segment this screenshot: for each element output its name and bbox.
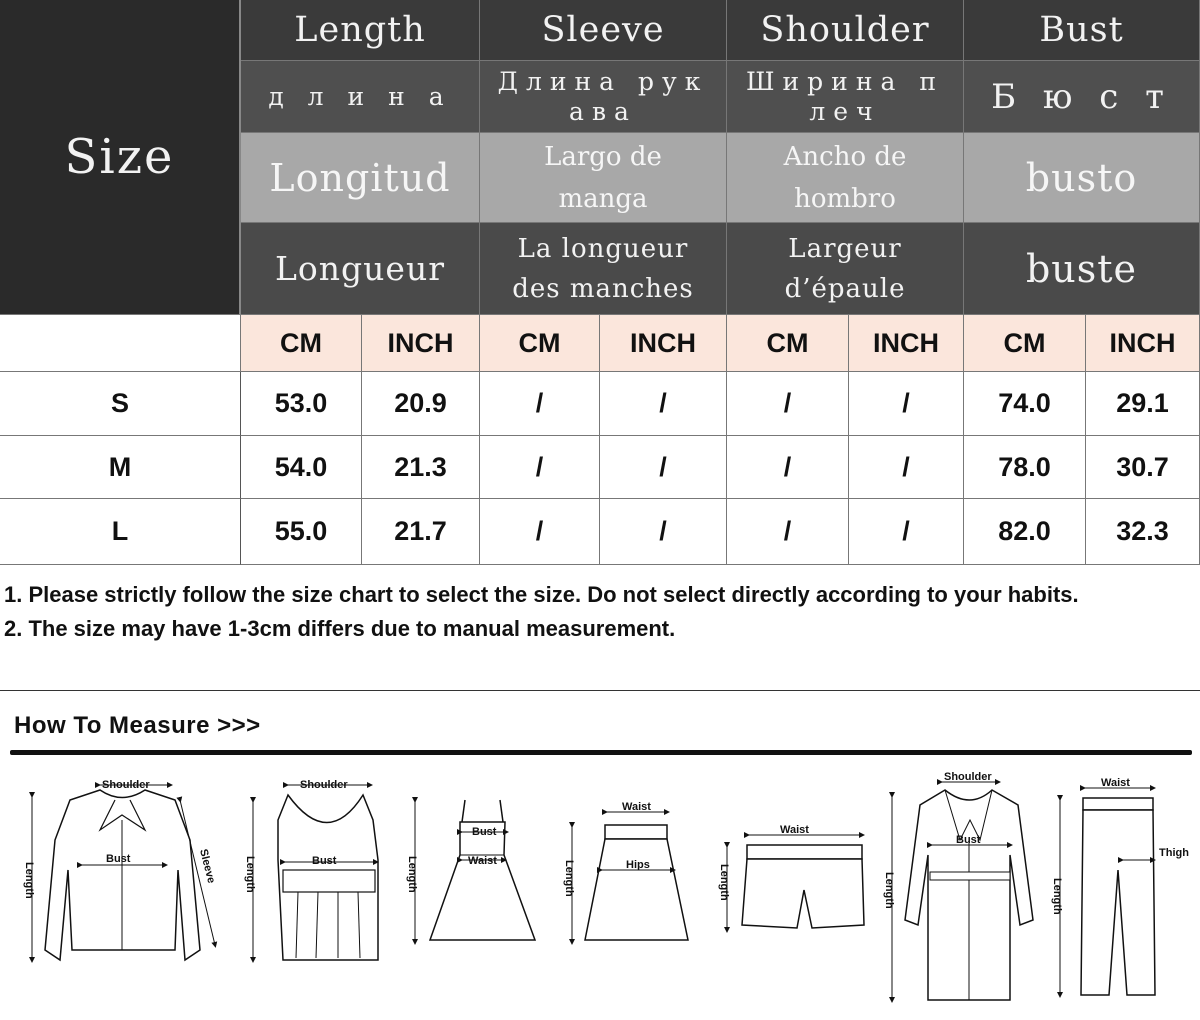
table-cell: 29.1 [1086, 372, 1200, 436]
table-cell: 20.9 [362, 372, 480, 436]
unit-sleeve-cm: CM [480, 315, 600, 372]
table-cell: 82.0 [964, 499, 1086, 565]
length-label: Length [23, 862, 35, 899]
header-sleeve-ru: Длина рук ава [480, 61, 727, 133]
table-cell: 30.7 [1086, 436, 1200, 499]
table-cell: 21.7 [362, 499, 480, 565]
table-cell: / [600, 372, 727, 436]
size-label-m: M [0, 436, 241, 499]
header-bust-es: busto [964, 133, 1200, 223]
table-cell: 54.0 [241, 436, 362, 499]
section-divider [0, 690, 1200, 691]
unit-row-spacer [0, 315, 241, 372]
how-to-measure-title: How To Measure >>> [14, 712, 261, 739]
shoulder-label: Shoulder [300, 779, 348, 791]
shoulder-label: Shoulder [102, 779, 150, 791]
table-cell: 53.0 [241, 372, 362, 436]
top-measure-sketch [238, 760, 388, 1015]
header-length-es: Longitud [241, 133, 480, 223]
bust-label: Bust [106, 853, 131, 865]
unit-sleeve-inch: INCH [600, 315, 727, 372]
thigh-label: Thigh [1159, 847, 1189, 859]
header-sleeve-fr: La longueur des manches [480, 223, 727, 315]
coat-measure-sketch [880, 760, 1040, 1015]
shoulder-label: Shoulder [944, 771, 992, 783]
header-sleeve-en: Sleeve [480, 0, 727, 61]
table-cell: 21.3 [362, 436, 480, 499]
unit-length-inch: INCH [362, 315, 480, 372]
hips-label: Hips [626, 859, 650, 871]
header-length-en: Length [241, 0, 480, 61]
blouse-measure-sketch [10, 760, 230, 1015]
header-bust-en: Bust [964, 0, 1200, 61]
header-length-fr: Longueur [241, 223, 480, 315]
unit-bust-inch: INCH [1086, 315, 1200, 372]
size-label-s: S [0, 372, 241, 436]
header-shoulder-es: Ancho de hombro [727, 133, 964, 223]
pants-measure-sketch [1045, 760, 1195, 1015]
header-length-ru: д л и н а [241, 61, 480, 133]
table-cell: / [600, 499, 727, 565]
unit-shoulder-cm: CM [727, 315, 849, 372]
bust-label: Bust [312, 855, 337, 867]
table-cell: / [600, 436, 727, 499]
table-cell: 78.0 [964, 436, 1086, 499]
table-cell: / [849, 499, 964, 565]
bust-label: Bust [472, 826, 497, 838]
header-bust-ru: Б ю с т [964, 61, 1200, 133]
header-shoulder-ru: Ширина п леч [727, 61, 964, 133]
header-shoulder-fr: Largeur d’épaule [727, 223, 964, 315]
unit-length-cm: CM [241, 315, 362, 372]
length-label: Length [1051, 878, 1063, 915]
header-sleeve-es: Largo de manga [480, 133, 727, 223]
waist-label: Waist [780, 824, 809, 836]
length-label: Length [718, 864, 730, 901]
table-cell: 74.0 [964, 372, 1086, 436]
table-cell: / [727, 372, 849, 436]
sleeve-label: Sleeve [197, 847, 218, 885]
length-label: Length [244, 856, 256, 893]
size-label-l: L [0, 499, 241, 565]
skirt-measure-sketch [560, 760, 700, 1015]
unit-bust-cm: CM [964, 315, 1086, 372]
bust-label: Bust [956, 834, 981, 846]
size-column-header: Size [0, 0, 241, 315]
length-label: Length [883, 872, 895, 909]
note-1: 1. Please strictly follow the size chart to select the size. Do not select directly according to your habits. [4, 582, 1079, 607]
table-cell: / [727, 499, 849, 565]
header-shoulder-en: Shoulder [727, 0, 964, 61]
dress-measure-sketch [400, 760, 550, 1015]
shorts-measure-sketch [712, 760, 872, 1015]
table-cell: / [480, 499, 600, 565]
note-2: 2. The size may have 1-3cm differs due to manual measurement. [4, 616, 676, 641]
waist-label: Waist [1101, 777, 1130, 789]
table-cell: / [727, 436, 849, 499]
table-cell: / [480, 372, 600, 436]
table-cell: 32.3 [1086, 499, 1200, 565]
size-notes [4, 578, 1194, 646]
table-cell: / [849, 436, 964, 499]
header-bust-fr: buste [964, 223, 1200, 315]
table-cell: 55.0 [241, 499, 362, 565]
length-label: Length [406, 856, 418, 893]
table-cell: / [480, 436, 600, 499]
table-cell: / [849, 372, 964, 436]
waist-label: Waist [622, 801, 651, 813]
unit-shoulder-inch: INCH [849, 315, 964, 372]
length-label: Length [563, 860, 575, 897]
how-to-measure-underline [10, 750, 1192, 755]
waist-label: Waist [468, 855, 497, 867]
